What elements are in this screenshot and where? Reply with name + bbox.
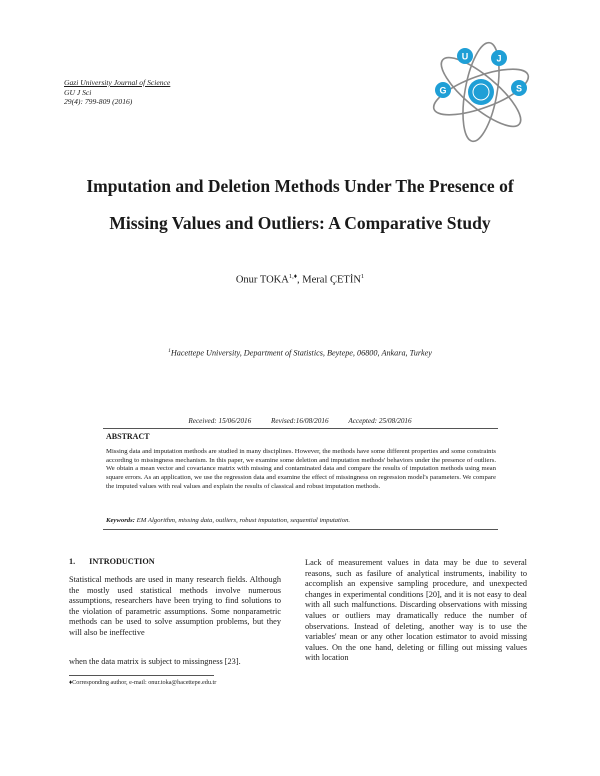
journal-name[interactable]: Gazi University Journal of Science [64,78,171,87]
section-title: INTRODUCTION [89,557,155,566]
logo-letter: J [496,53,502,64]
received-date: Received: 15/06/2016 [188,417,252,425]
logo-letter: U [461,51,469,62]
journal-header [64,78,170,107]
intro-right-paragraph: Lack of measurement values in data may be due to several reasons, such as fasilure of analytical instruments, inability to accomplish an expensive sampling procedure, and unexpected changes in experimental conditions [20], and it is not easy to deal with all such malfunctions. Discarding observations with missing values or outliers may dramatically reduce the number of observations. Instead of deleting, another way is to use the variables' mean or any other location estimator to avoid missing values. On the one hand, deleting or filling out missing values with location [305,558,527,663]
abstract-bottom-rule [103,529,498,530]
section-heading [69,557,155,566]
author-name: Meral ÇETİN [302,274,361,286]
author-affil-mark: 1 [360,273,365,280]
paper-title-line: Missing Values and Outliers: A Comparative Study [109,213,491,233]
paper-title [40,172,560,237]
intro-left-paragraph: Statistical methods are used in many research fields. Although the mostly used statistical methods involve numerous assumptions, researchers have been trying to find solutions to the violation of parametric assumptions. Some nonparametric methods can be used to solve assumption problems, but they will also be ineffective [69,575,281,637]
author-name: Onur TOKA [235,274,289,286]
intro-left-continuation: when the data matrix is subject to missingness [23]. [69,657,241,666]
revised-date: Revised:16/08/2016 [271,417,329,425]
gujs-logo-icon [425,36,537,148]
keywords-text: EM Algorithm, missing data, outliers, robust imputation, sequential imputation. [136,517,351,524]
logo-letter: G [439,85,447,96]
submission-dates [0,417,600,425]
keywords [106,517,496,524]
footnote: ♦Corresponding author, e-mail: onur.toka@hacettepe.edu.tr [69,679,217,686]
abstract-top-rule [103,428,498,429]
affiliation-text: Hacettepe University, Department of Statistics, Beytepe, 06800, Ankara, Turkey [170,348,432,358]
abstract-text: Missing data and imputation methods are studied in many disciplines. However, the methods have some different properties and some constraints according to missingness mechanism. In this paper, we examine some deletion and imputation methods' behaviors under the presence of outliers. We obtain a mean vector and covariance matrix with missing and contaminated data and compare the results of imputation methods using mean square errors. As an application, we use the regression data and examine the effect of missingness on regression model's parameters. We compare the imputed values with real values and explain the results of classical and robust imputation methods. [106,448,496,490]
author-separator: , [297,274,303,286]
affiliation [0,348,600,358]
keywords-label: Keywords: [106,517,135,524]
accepted-date: Accepted: 25/08/2016 [348,417,412,425]
author-list [0,273,600,286]
paper-title-line: Imputation and Deletion Methods Under The Presence of [86,176,514,196]
author-affil-mark: 1,♦ [288,273,298,280]
logo-letter: S [515,83,523,94]
journal-volume: 29(4): 799-809 (2016) [64,97,133,106]
abstract-heading: ABSTRACT [106,432,150,441]
section-number: 1. [69,557,76,566]
affiliation-mark: 1 [168,348,171,354]
footnote-rule [69,675,214,676]
journal-abbrev: GU J Sci [64,87,92,97]
